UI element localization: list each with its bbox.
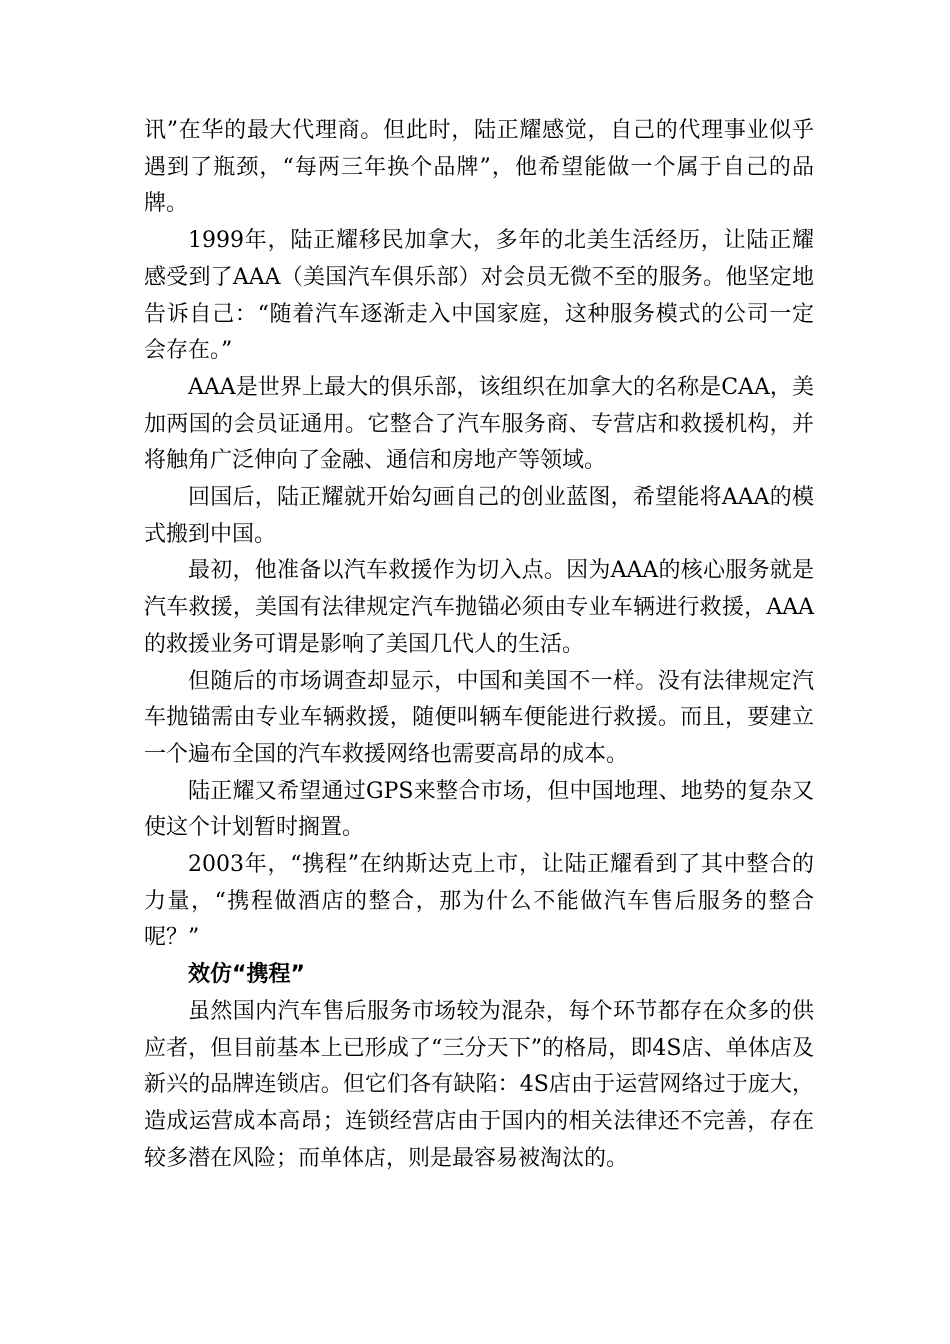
section-heading: 效仿“携程” xyxy=(188,962,305,988)
paragraph-4: 回国后，陆正耀就开始勾画自己的创业蓝图，希望能将AAA的模式搬到中国。 xyxy=(144,485,814,547)
paragraph-8: 2003年，“携程”在纳斯达克上市，让陆正耀看到了其中整合的力量，“携程做酒店的整合，那为什么不能做汽车售后服务的整合呢？” xyxy=(144,852,814,951)
paragraph-5: 最初，他准备以汽车救援作为切入点。因为AAA的核心服务就是汽车救援，美国有法律规定汽车抛锚必须由专业车辆进行救援，AAA的救援业务可谓是影响了美国几代人的生活。 xyxy=(144,558,814,657)
paragraph-9: 虽然国内汽车售后服务市场较为混杂，每个环节都存在众多的供应者，但目前基本上已形成了“三分天下”的格局，即4S店、单体店及新兴的品牌连锁店。但它们各有缺陷：4S店由于运营网络过于庞大，造成运营成本高昂；连锁经营店由于国内的相关法律还不完善，存在较多潜在风险；而单体店，则是最容易被淘汰的。 xyxy=(144,998,814,1171)
paragraph-6: 但随后的市场调查却显示，中国和美国不一样。没有法律规定汽车抛锚需由专业车辆救援，随便叫辆车便能进行救援。而且，要建立一个遍布全国的汽车救援网络也需要高昂的成本。 xyxy=(144,668,814,767)
paragraph-7: 陆正耀又希望通过GPS来整合市场，但中国地理、地势的复杂又使这个计划暂时搁置。 xyxy=(144,778,814,841)
document-page xyxy=(144,113,814,1177)
paragraph-2: 1999年，陆正耀移民加拿大，多年的北美生活经历，让陆正耀感受到了AAA（美国汽车俱乐部）对会员无微不至的服务。他坚定地告诉自己：“随着汽车逐渐走入中国家庭，这种服务模式的公司一定会存在。” xyxy=(144,228,814,364)
paragraph-1: 讯”在华的最大代理商。但此时，陆正耀感觉，自己的代理事业似乎遇到了瓶颈，“每两三年换个品牌”，他希望能做一个属于自己的品牌。 xyxy=(144,118,814,217)
paragraph-3: AAA是世界上最大的俱乐部，该组织在加拿大的名称是CAA，美加两国的会员证通用。它整合了汽车服务商、专营店和救援机构，并将触角广泛伸向了金融、通信和房地产等领域。 xyxy=(144,374,814,474)
